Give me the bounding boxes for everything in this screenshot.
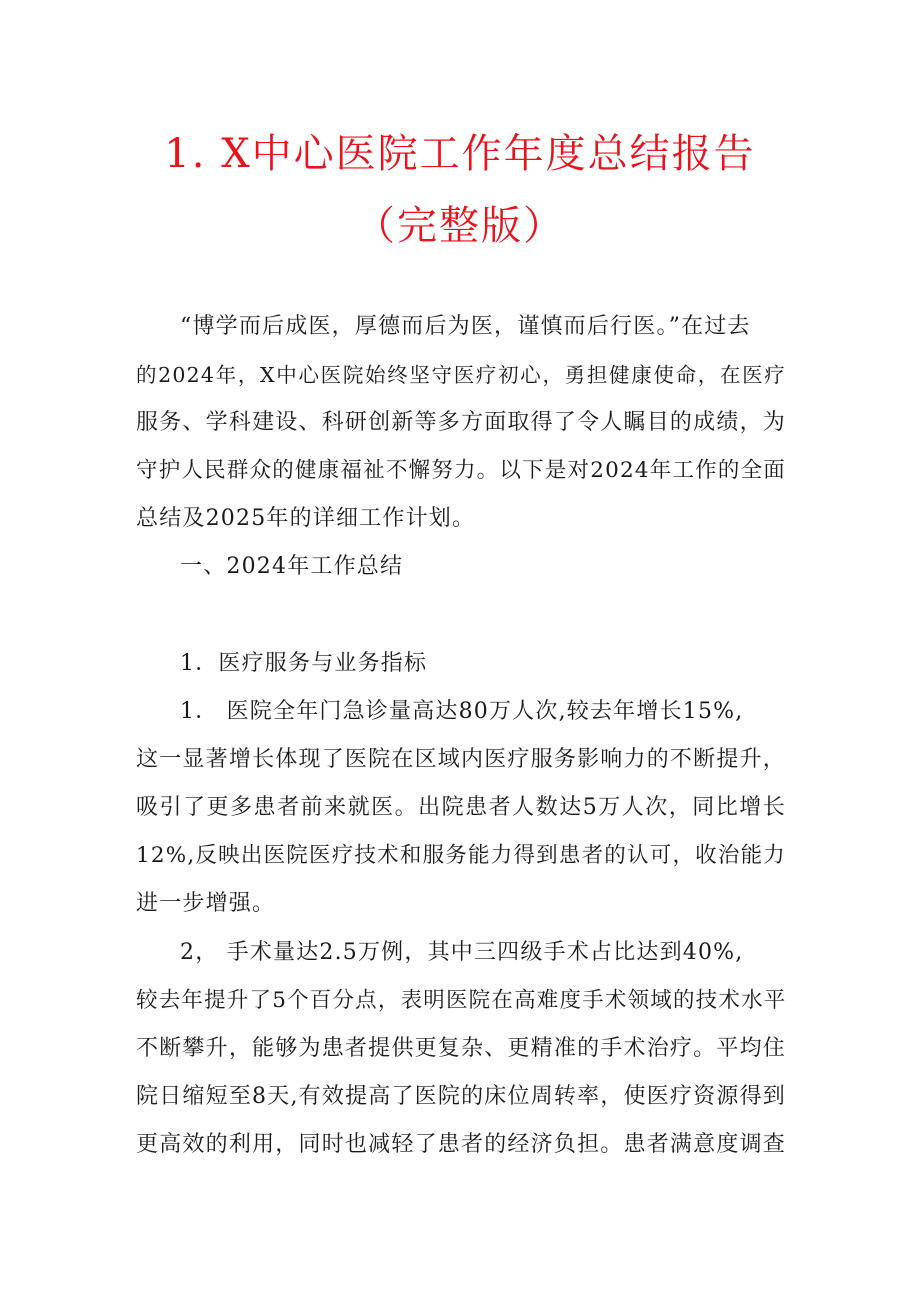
intro-line-5: 总结及2025年的详细工作计划。 xyxy=(136,506,476,531)
intro-line-1: “博学而后成医，厚德而后为医，谨慎而后行医。”在过去 xyxy=(180,314,751,339)
item1-line-1: 1． 医院全年门急诊量高达80万人次,较去年增长15%, xyxy=(180,699,744,724)
item2-line-3: 不断攀升，能够为患者提供更复杂、更精准的手术治疗。平均住 xyxy=(136,1036,786,1061)
intro-line-3: 服务、学科建设、科研创新等多方面取得了令人瞩目的成绩，为 xyxy=(136,410,786,435)
item1-line-3: 吸引了更多患者前来就医。出院患者人数达5万人次，同比增长 xyxy=(136,795,786,820)
item1-line-5: 进一步增强。 xyxy=(136,891,276,916)
item2-line-1: 2， 手术量达2.5万例，其中三四级手术占比达到40%, xyxy=(180,940,744,965)
item2-line-4: 院日缩短至8天,有效提高了医院的床位周转率，使医疗资源得到 xyxy=(136,1084,786,1109)
item1-line-4: 12%,反映出医院医疗技术和服务能力得到患者的认可，收治能力 xyxy=(136,843,786,868)
item2-line-2: 较去年提升了5个百分点，表明医院在高难度手术领域的技术水平 xyxy=(136,988,787,1013)
document-subtitle: （完整版） xyxy=(355,203,565,249)
intro-line-2: 的2024年，X中心医院始终坚守医疗初心，勇担健康使命，在医疗 xyxy=(136,363,786,387)
item2-line-5: 更高效的利用，同时也减轻了患者的经济负担。患者满意度调查 xyxy=(136,1132,786,1157)
item1-line-2: 这一显著增长体现了医院在区域内医疗服务影响力的不断提升， xyxy=(136,747,786,772)
subsection-heading: 1．医疗服务与业务指标 xyxy=(180,651,428,676)
document-title: 1. X中心医院工作年度总结报告 xyxy=(164,131,756,177)
intro-line-4: 守护人民群众的健康福祉不懈努力。以下是对2024年工作的全面 xyxy=(136,458,786,483)
section-heading: 一、2024年工作总结 xyxy=(180,554,404,579)
